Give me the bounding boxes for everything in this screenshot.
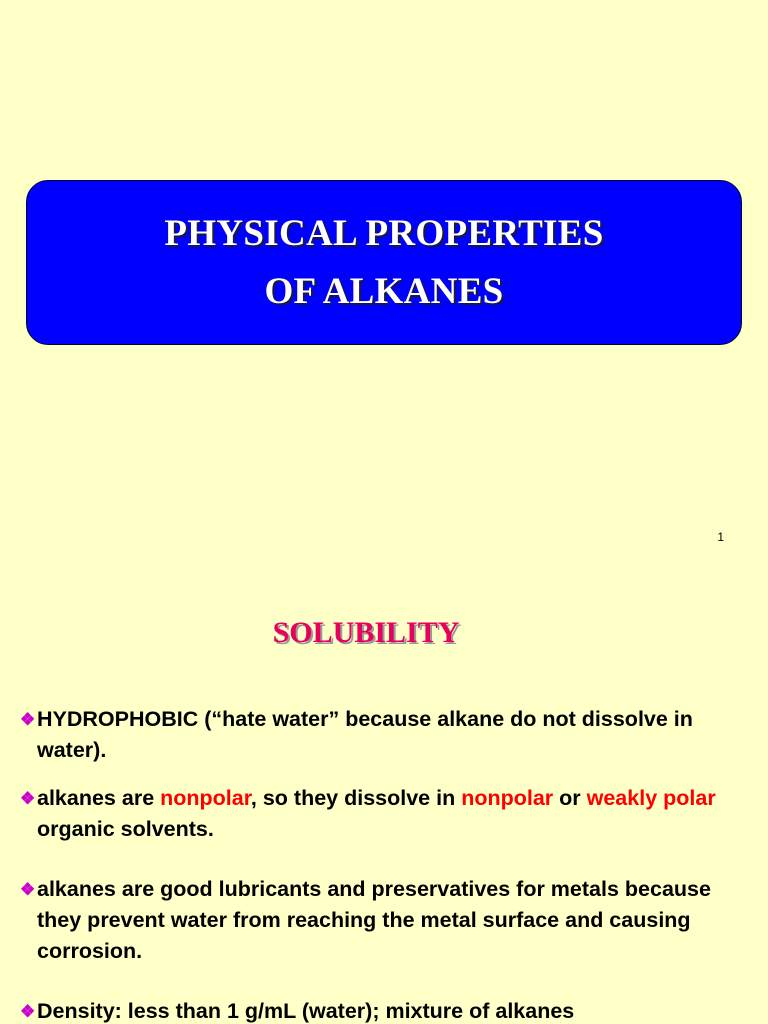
slide-number: 1 xyxy=(717,530,724,544)
highlight-text: weakly polar xyxy=(586,786,716,810)
bullet-item xyxy=(20,783,747,845)
bullet-item xyxy=(20,704,747,766)
title-box xyxy=(26,180,742,345)
bullet-text: , so they dissolve in xyxy=(250,786,462,810)
highlight-text: nonpolar xyxy=(461,786,554,810)
diamond-bullet-icon: ❖ xyxy=(20,880,36,899)
bullet-text: organic solvents. xyxy=(37,817,214,841)
highlight-text: nonpolar xyxy=(160,786,251,810)
slide-title-line-1: PHYSICAL PROPERTIES xyxy=(164,212,604,254)
slide-title-line-2: OF ALKANES xyxy=(264,270,504,312)
diamond-bullet-icon: ❖ xyxy=(20,710,36,729)
bullet-text: alkanes are good lubricants and preservatives for metals because they prevent water from reaching the metal surface and causing corrosion. xyxy=(37,877,711,963)
bullet-item xyxy=(20,996,747,1024)
bullet-text: Density: less than 1 g/mL (water); mixture of alkanes xyxy=(37,999,575,1023)
slide-2 xyxy=(0,576,768,1024)
bullet-text: HYDROPHOBIC (“hate water” because alkane do not dissolve in water). xyxy=(37,707,693,762)
diamond-bullet-icon: ❖ xyxy=(20,1002,36,1021)
bullet-item xyxy=(20,874,747,967)
diamond-bullet-icon: ❖ xyxy=(20,789,36,808)
section-heading: SOLUBILITY xyxy=(272,616,460,649)
bullet-text: or xyxy=(553,786,587,810)
bullet-text: alkanes are xyxy=(37,786,161,810)
